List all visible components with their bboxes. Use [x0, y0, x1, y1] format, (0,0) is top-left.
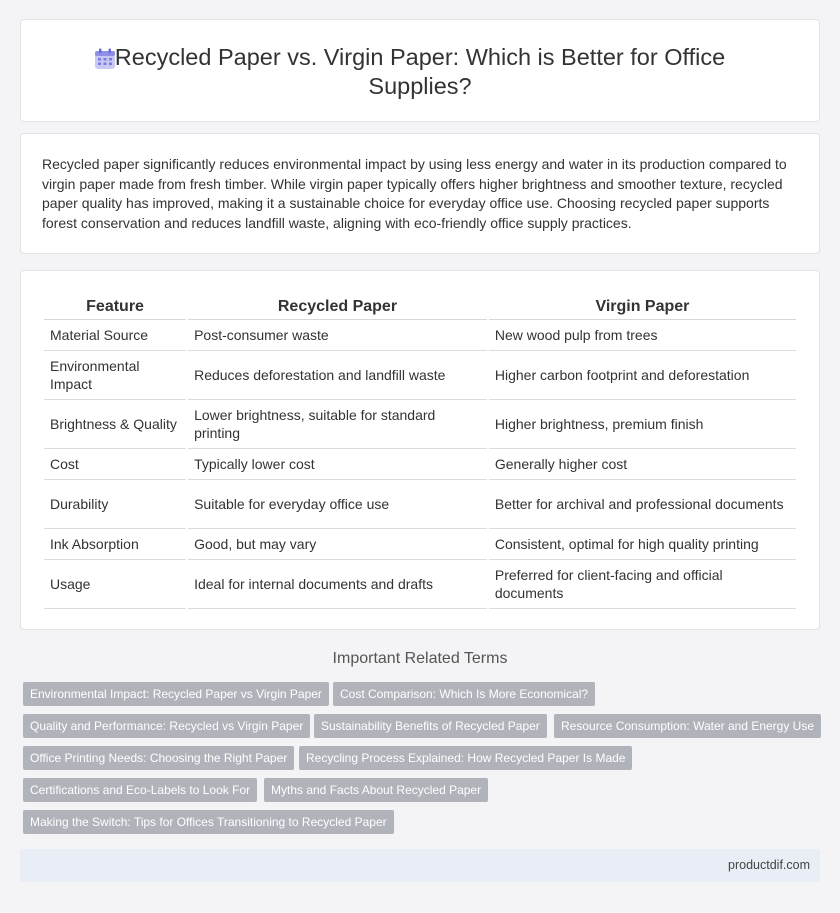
- related-tag-office-printing[interactable]: Office Printing Needs: Choosing the Right Paper: [23, 746, 294, 770]
- related-tag-cost-comparison[interactable]: Cost Comparison: Which Is More Economical?: [333, 682, 595, 706]
- table-row: [44, 480, 796, 529]
- footer: [20, 849, 820, 882]
- footer-site-link[interactable]: productdif.com: [728, 858, 810, 872]
- table-row: [44, 560, 796, 609]
- recycled-cell: Reduces deforestation and landfill waste: [188, 351, 487, 400]
- related-tag-making-switch[interactable]: Making the Switch: Tips for Offices Transitioning to Recycled Paper: [23, 810, 394, 834]
- virgin-cell: New wood pulp from trees: [489, 320, 796, 351]
- intro-paragraph: Recycled paper significantly reduces environmental impact by using less energy and water in its production compared to virgin paper made from fresh timber. While virgin paper typically offers higher brightness and smoother texture, recycled paper quality has improved, making it a sustainable choice for everyday office use. Choosing recycled paper supports forest conservation and reduces landfill waste, aligning with eco-friendly office supply practices.: [42, 156, 787, 231]
- related-tag-myths-facts[interactable]: Myths and Facts About Recycled Paper: [264, 778, 488, 802]
- feature-cell: Brightness & Quality: [44, 400, 186, 449]
- related-terms-heading: Important Related Terms: [332, 650, 508, 667]
- intro-card: [20, 133, 820, 254]
- virgin-cell: Better for archival and professional documents: [489, 480, 796, 529]
- table-row: [44, 529, 796, 560]
- page-title: Recycled Paper vs. Virgin Paper: Which is Better for Office Supplies?: [114, 44, 726, 99]
- virgin-cell: Consistent, optimal for high quality printing: [489, 529, 796, 560]
- table-row: [44, 400, 796, 449]
- feature-cell: Material Source: [44, 320, 186, 351]
- recycled-cell: Ideal for internal documents and drafts: [188, 560, 487, 609]
- table-row: [44, 351, 796, 400]
- recycled-cell: Typically lower cost: [188, 449, 487, 480]
- related-tag-sustainability-benefits[interactable]: Sustainability Benefits of Recycled Paper: [314, 714, 547, 738]
- virgin-cell: Higher carbon footprint and deforestation: [489, 351, 796, 400]
- related-tag-certifications[interactable]: Certifications and Eco-Labels to Look For: [23, 778, 257, 802]
- recycled-cell: Suitable for everyday office use: [188, 480, 487, 529]
- feature-cell: Cost: [44, 449, 186, 480]
- related-tag-resource-consumption[interactable]: Resource Consumption: Water and Energy Use: [554, 714, 821, 738]
- related-tag-environmental-impact[interactable]: Environmental Impact: Recycled Paper vs Virgin Paper: [23, 682, 329, 706]
- table-row: [44, 320, 796, 351]
- recycled-cell: Post-consumer waste: [188, 320, 487, 351]
- feature-cell: Ink Absorption: [44, 529, 186, 560]
- column-header-recycled: Recycled Paper: [188, 295, 487, 320]
- feature-cell: Usage: [44, 560, 186, 609]
- virgin-cell: Preferred for client-facing and official documents: [489, 560, 796, 609]
- table-row: [44, 449, 796, 480]
- column-header-virgin: Virgin Paper: [489, 295, 796, 320]
- virgin-cell: Generally higher cost: [489, 449, 796, 480]
- related-tag-recycling-process[interactable]: Recycling Process Explained: How Recycled Paper Is Made: [299, 746, 632, 770]
- title-card: [20, 19, 820, 122]
- virgin-cell: Higher brightness, premium finish: [489, 400, 796, 449]
- comparison-table: [42, 295, 798, 609]
- recycled-cell: Lower brightness, suitable for standard printing: [188, 400, 487, 449]
- related-tag-quality-performance[interactable]: Quality and Performance: Recycled vs Virgin Paper: [23, 714, 310, 738]
- table-header-row: [44, 295, 796, 320]
- feature-cell: Durability: [44, 480, 186, 529]
- feature-cell: Environmental Impact: [44, 351, 186, 400]
- column-header-feature: Feature: [44, 295, 186, 320]
- recycled-cell: Good, but may vary: [188, 529, 487, 560]
- comparison-card: [20, 270, 820, 630]
